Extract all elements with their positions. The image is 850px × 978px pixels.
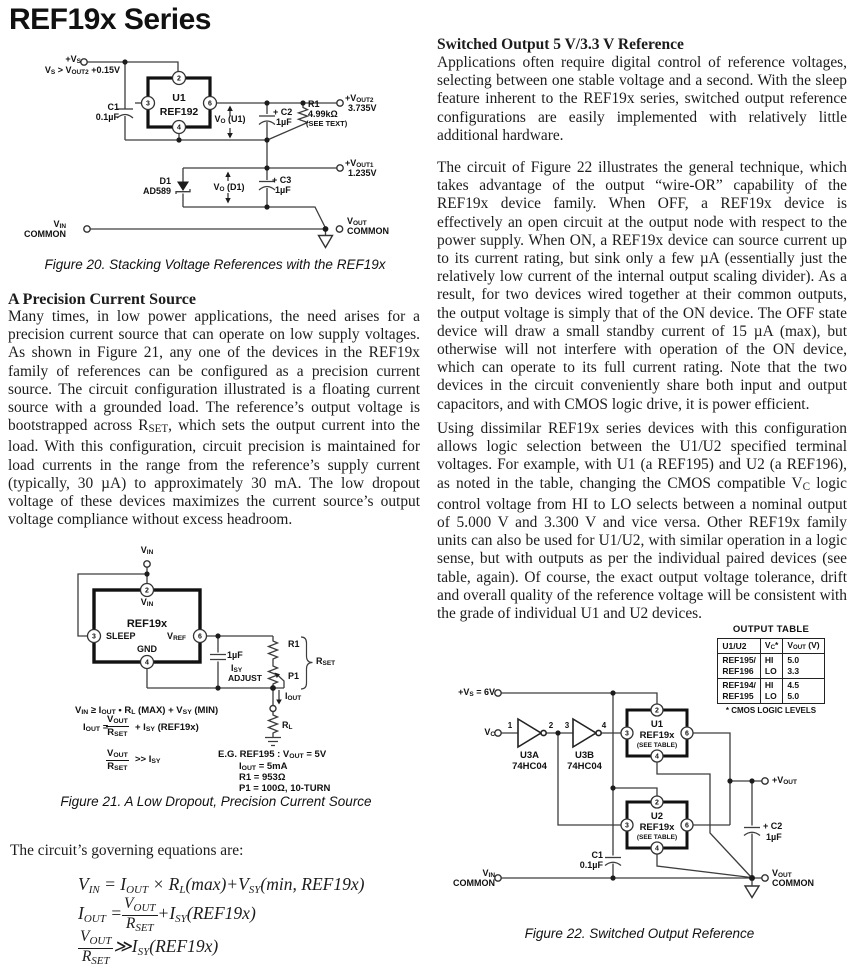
col-header-vout: VOUT (V) <box>783 639 824 654</box>
pin-3-label: 3 <box>92 633 96 641</box>
vin-pin-label: VIN <box>140 597 154 609</box>
vs-6v-label: +VS = 6V <box>458 687 495 699</box>
ref19x-part-label: REF19x <box>126 618 168 630</box>
equations-intro: The circuit’s governing equations are: <box>10 842 244 859</box>
vout-terminal <box>762 778 768 784</box>
formula-2-fraction: VOUT RSET <box>107 714 128 739</box>
formula-1: VIN ≥ IOUT • RL (MAX) + VSY (MIN) <box>75 705 219 717</box>
vin-common-label: COMMON <box>24 229 66 239</box>
vin-terminal <box>144 561 150 567</box>
d1-label: D1 <box>159 176 171 186</box>
output-table-grid <box>717 638 824 704</box>
fig20-terminals <box>81 59 343 248</box>
inverter-u3b-icon <box>573 719 601 747</box>
ground-icon <box>319 236 333 248</box>
u2-part-label: REF19x <box>639 822 675 833</box>
vout1-value: 1.235V <box>348 168 377 178</box>
formula-3-fraction: VOUT RSET <box>107 748 128 773</box>
iout-terminal <box>270 706 276 712</box>
pin-3-label: 3 <box>146 100 150 108</box>
vout-common-terminal <box>336 226 342 232</box>
vout-common-terminal <box>762 875 768 881</box>
vout-tap-label: +VOUT <box>772 775 797 787</box>
u3b-pin3-label: 3 <box>564 721 570 730</box>
u3a-label: U3A <box>519 750 540 761</box>
formula-3-rhs: >> ISY <box>135 754 161 766</box>
figure-21-circuit <box>55 540 415 810</box>
c1-label: C1 <box>107 102 119 112</box>
vin-top-label: VIN <box>140 545 154 557</box>
vout-common-label: COMMON <box>347 226 389 236</box>
vin-label: VIN <box>53 219 66 231</box>
example-line-2: IOUT = 5mA <box>239 761 288 773</box>
example-line-3: R1 = 953Ω <box>239 772 286 783</box>
vout2-label: +VOUT2 <box>345 93 374 105</box>
pin-2-label: 2 <box>177 75 181 83</box>
c2-label: + C2 <box>273 107 293 117</box>
vout-label: VOUT <box>347 216 367 228</box>
u1-note-label: (SEE TABLE) <box>636 742 678 749</box>
output-table-footnote: * CMOS LOGIC LEVELS <box>725 706 817 716</box>
u2-pin6: 6 <box>685 822 689 830</box>
figure-22-caption: Figure 22. Switched Output Reference <box>524 926 755 941</box>
col-header-vc: VC* <box>760 639 782 654</box>
c3-label: + C3 <box>272 175 292 185</box>
gnd-pin-label: GND <box>137 644 157 654</box>
vref-pin-label: VREF <box>167 630 186 642</box>
c1-label: C1 <box>591 850 603 860</box>
vs-terminal <box>81 59 87 65</box>
u1-part-label: REF192 <box>159 106 199 118</box>
p1-label: P1 <box>288 671 300 681</box>
u1-label: U1 <box>650 719 664 730</box>
c2-value: 1µF <box>276 117 292 127</box>
vin-common-terminal <box>84 226 90 232</box>
u1-pin6: 6 <box>685 730 689 738</box>
u2-label: U2 <box>650 811 664 822</box>
u1-pin4: 4 <box>655 753 659 761</box>
rset-label: RSET <box>316 656 336 668</box>
u1-pin2: 2 <box>655 707 659 715</box>
vo-u1-label: VO (U1) <box>214 114 246 126</box>
sleep-pin-label: SLEEP <box>106 630 136 641</box>
adjust-label: ADJUST <box>228 673 263 683</box>
pin-6-label: 6 <box>198 633 202 641</box>
output-table <box>696 624 846 715</box>
figure-21-caption: Figure 21. A Low Dropout, Precision Current Source <box>60 794 372 809</box>
pin-4-label: 4 <box>177 124 181 132</box>
vout2-terminal <box>337 100 343 106</box>
switched-output-paragraph-3: Using dissimilar REF19x series devices with this configuration allows logic selection between the U1/U2 specified terminal voltages. For example, with U1 (a REF195) and U2 (a REF196), as noted in the table, changing the CMOS compatible VC logic control voltage from HI to LO selects between a nominal output of 5.000 V and 3.300 V and vice versa. Other REF19x family units can also be used for U1/U2, with similar operation in a logic sense, but with outputs as per the individual paired devices (see table, again). Of course, the exact output voltage tolerance, drift and overall quality of the reference voltage will be consistent with the grade of individual U1 and U2 devices. <box>437 420 847 623</box>
vout-common-label: COMMON <box>772 878 814 888</box>
vout-label: VOUT <box>772 868 792 880</box>
u3a-part-label: 74HC04 <box>512 761 547 772</box>
u3b-label: U3B <box>574 750 595 761</box>
inverter-u3a-icon <box>518 719 546 747</box>
vo-d1-arrow-down <box>225 198 230 204</box>
vs-terminal <box>495 690 501 696</box>
u3a-pin1-label: 1 <box>507 721 513 730</box>
u2-note-label: (SEE TABLE) <box>636 834 678 841</box>
u2-pin3: 3 <box>625 822 629 830</box>
precision-source-paragraph: Many times, in low power applications, the need arises for a precision current source that can operate on low supply voltages. As shown in Figure 21, any one of the devices in the REF19x family of references can be configured as a precision current source. The circuit configuration illustrated is a floating current source with a grounded load. The reference’s output voltage is bootstrapped across RSET, which sets the output current into the load. With this configuration, circuit precision is maintained for load currents in the range from the reference’s supply current (typically, 30 µA) to approximately 30 mA. The low dropout voltage of these devices maximizes the current source’s output voltage compliance without excess headroom. <box>8 308 420 529</box>
c1-value: 0.1µF <box>95 112 119 122</box>
pin-6-label: 6 <box>208 100 212 108</box>
equation-3: VOUT RSET ≫ISY(REF19x) <box>80 928 219 967</box>
r1-label: R1 <box>308 99 320 109</box>
vc-label: VC <box>484 727 495 739</box>
vo-u1-arrow-up <box>227 106 233 112</box>
vin-common-terminal <box>495 875 501 881</box>
rl-label: RL <box>282 720 293 732</box>
r1-value: 4.99kΩ <box>308 109 338 119</box>
pin-4-label: 4 <box>145 659 149 667</box>
u2-pin4: 4 <box>655 845 659 853</box>
rset-brace <box>301 637 313 689</box>
equation-2: IOUT = VOUT RSET +ISY(REF19x) <box>78 895 256 934</box>
figure-20-caption: Figure 20. Stacking Voltage References with the REF19x <box>44 257 386 272</box>
d1-part: AD589 <box>142 186 171 196</box>
vin-common-label: COMMON <box>453 878 495 888</box>
u2-pin2: 2 <box>655 799 659 807</box>
pin-2-label: 2 <box>145 587 149 595</box>
vs-condition-label: VS > VOUT2 +0.15V <box>44 65 120 77</box>
switched-output-heading: Switched Output 5 V/3.3 V Reference <box>437 36 684 53</box>
switched-output-paragraph-1: Applications often require digital control of reference voltages, selecting between one stable voltage and a second. With the sleep feature inherent to the REF19x series, switched output reference configurations are easily implemented with relatively little additional hardware. <box>437 54 847 144</box>
u1-part-label: REF19x <box>639 730 675 741</box>
c3-value: 1µF <box>275 185 291 195</box>
table-row: REF195/ REF196 HI LO 5.0 3.3 <box>718 654 824 679</box>
u1-pin3: 3 <box>625 730 629 738</box>
u3a-pin2-label: 2 <box>548 721 554 730</box>
d1-zener-icon <box>177 182 189 192</box>
r1-label: R1 <box>288 639 300 649</box>
figure-20-circuit <box>15 50 425 255</box>
figure-22-circuit <box>440 620 850 920</box>
vo-d1-arrow-up <box>225 172 230 178</box>
table-row: REF194/ REF195 HI LO 4.5 5.0 <box>718 679 824 704</box>
r1-note: (SEE TEXT) <box>306 119 348 128</box>
switched-output-paragraph-2: The circuit of Figure 22 illustrates the general technique, which takes advantage of the output “wire-OR” capability of the REF19x device family. When OFF, a REF19x device is effectively an open circuit at the output node with respect to the power supply. When ON, a REF19x device can source current up to its current rating, but sink only a few µA (essentially just the relatively low current of the internal output scaling divider). As a result, for two devices wired together at their common outputs, the output voltage is simply that of the ON device. The OFF state device will draw a small standby current of 15 µA (max), but otherwise will not interfere with operation of the ON device, which can operate to its full current rating. Note that the two devices in the circuit conveniently share both input and output capacitors, and with CMOS logic drive, it is power efficient. <box>437 159 847 413</box>
cap-1uf-label: 1µF <box>227 650 243 660</box>
ground-icon <box>745 886 759 898</box>
fig20-wires <box>87 62 337 236</box>
vin-label: VIN <box>482 868 495 880</box>
c2-label: + C2 <box>763 821 783 831</box>
equation-1: VIN = IOUT × RL(max)+VSY(min, REF19x) <box>78 874 365 896</box>
output-table-title: OUTPUT TABLE <box>732 624 810 635</box>
vs-label: +VS <box>65 54 81 66</box>
vo-d1-label: VO (D1) <box>213 182 245 194</box>
c1-value: 0.1µF <box>579 860 603 870</box>
u3b-pin4-label: 4 <box>601 721 607 730</box>
vout1-terminal <box>337 165 343 171</box>
u1-ref-label: U1 <box>172 92 186 104</box>
vout1-label: +VOUT1 <box>345 158 374 170</box>
example-line-4: P1 = 100Ω, 10-TURN <box>239 783 331 794</box>
page-title: REF19x Series <box>9 3 211 36</box>
isy-label: ISY <box>231 663 243 675</box>
iout-arrow <box>276 700 282 705</box>
example-line-1: E.G. REF195 : VOUT = 5V <box>218 749 327 761</box>
iout-label: IOUT <box>285 691 302 703</box>
u3b-part-label: 74HC04 <box>567 761 602 772</box>
vc-terminal <box>495 730 501 736</box>
col-header-u1u2: U1/U2 <box>718 639 761 654</box>
precision-source-heading: A Precision Current Source <box>8 291 196 308</box>
formula-2-lhs: IOUT = <box>83 722 109 734</box>
formula-2-rhs: + ISY (REF19x) <box>135 722 199 734</box>
vo-u1-arrow-down <box>227 133 233 139</box>
c2-value: 1µF <box>766 832 782 842</box>
vout2-value: 3.735V <box>348 103 377 113</box>
